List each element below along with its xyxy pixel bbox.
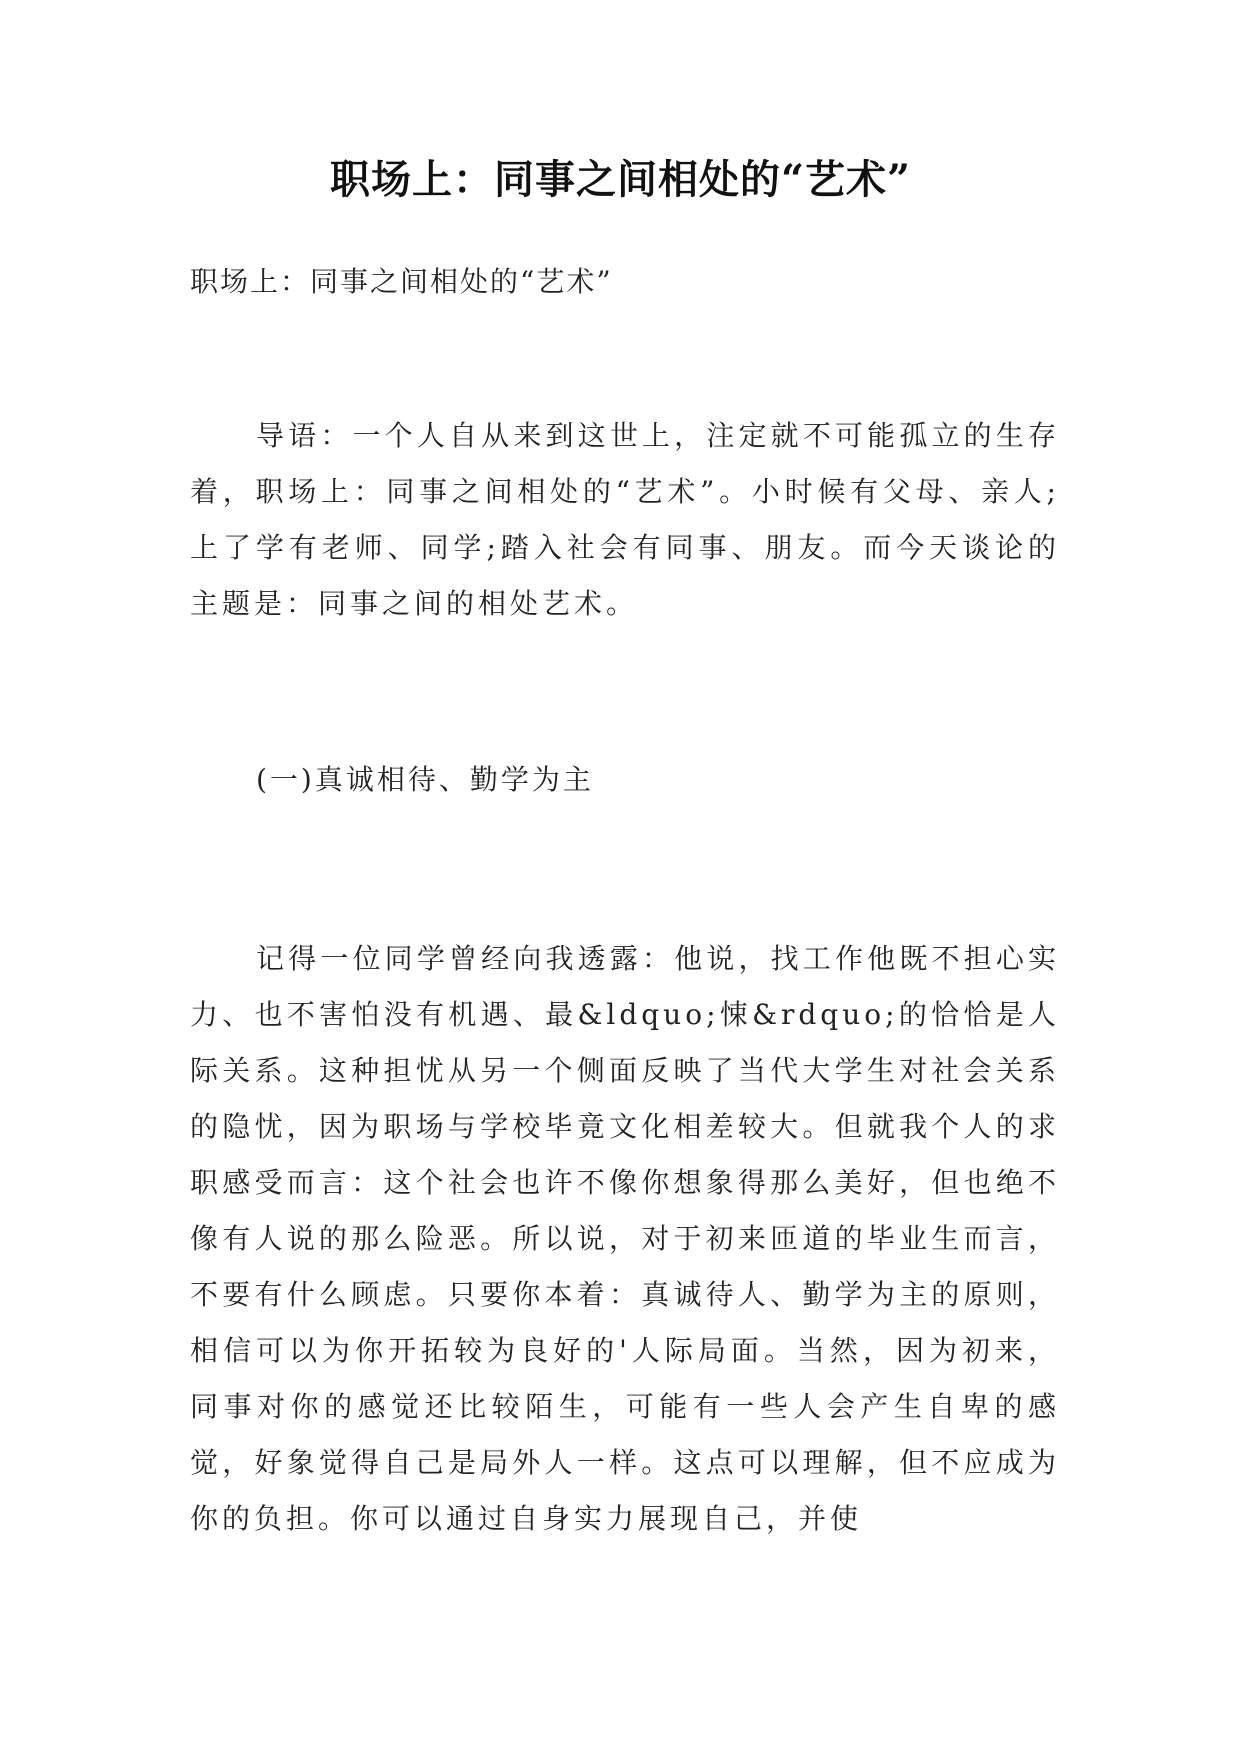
document-title: 职场上：同事之间相处的“艺术” bbox=[329, 156, 911, 203]
intro-paragraph: 导语：一个人自从来到这世上，注定就不可能孤立的生存着，职场上：同事之间相处的“艺术”。小时候有父母、亲人;上了学有老师、同学;踏入社会有同事、朋友。而今天谈论的主题是：同事之间的相处艺术。 bbox=[190, 419, 1060, 620]
document-subtitle: 职场上：同事之间相处的“艺术” bbox=[190, 265, 613, 298]
section-heading: (一)真诚相待、勤学为主 bbox=[256, 763, 594, 796]
body-paragraph: 记得一位同学曾经向我透露：他说，找工作他既不担心实力、也不害怕没有机遇、最&ldquo;悚&rdquo;的恰恰是人际关系。这种担忧从另一个侧面反映了当代大学生对社会关系的隐忧，因为职场与学校毕竟文化相差较大。但就我个人的求职感受而言：这个社会也许不像你想象得那么美好，但也绝不像有人说的那么险恶。所以说，对于初来匝道的毕业生而言，不要有什么顾虑。只要你本着：真诚待人、勤学为主的原则，相信可以为你开拓较为良好的'人际局面。当然，因为初来，同事对你的感觉还比较陌生，可能有一些人会产生自卑的感觉，好象觉得自己是局外人一样。这点可以理解，但不应成为你的负担。你可以通过自身实力展现自己，并使 bbox=[190, 942, 1060, 1535]
